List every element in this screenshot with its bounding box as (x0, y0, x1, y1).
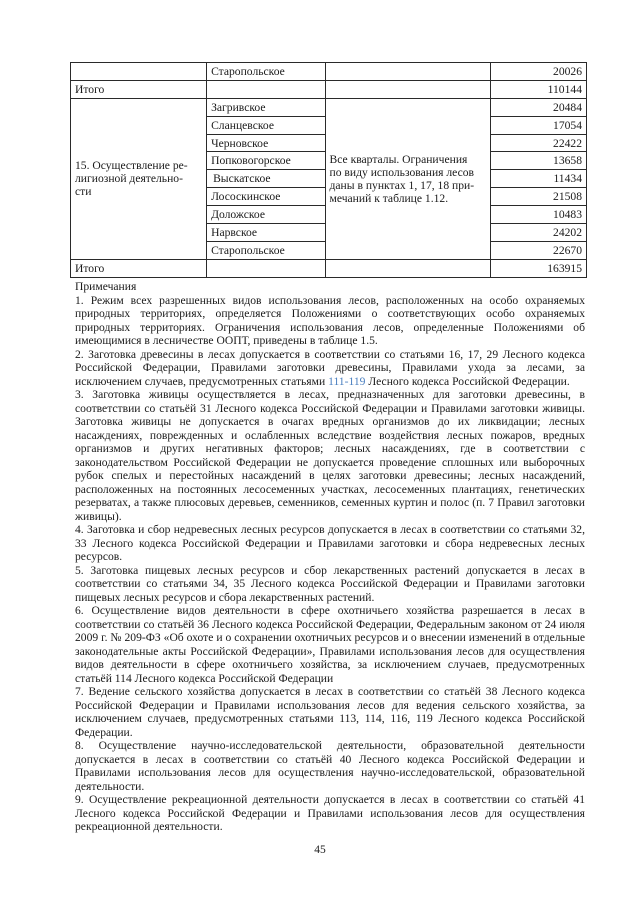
forestry-cell: Старопольское (207, 63, 325, 81)
total-label-cell: Итого (71, 80, 207, 98)
activity-line: лигиозной деятельно- (75, 172, 183, 186)
table-total-row (71, 80, 587, 98)
area-cell: 22422 (490, 134, 586, 152)
area-cell: 11434 (490, 170, 586, 188)
table-total-row (71, 259, 587, 277)
note-item-8: 8. Осуществление научно-исследовательской деятельности, образовательной деятельности допускается в лесах в соответствии со статьёй 40 Лесного кодекса Российской Федерации и Правилами использования лесов для осуществления научно-исследовательской, образовательной деятельности. (75, 739, 585, 793)
note-item-3: 3. Заготовка живицы осуществляется в лесах, предназначенных для заготовки древесины, в соответствии со статьёй 31 Лесного кодекса Российской Федерации и Правилами заготовки живицы. Заготовка живицы не допускается в очагах вредных организмов до их ликвидации; лесных насаждениях, поврежденных и ослабленных вследствие воздействия лесных пожаров, вредных организмов и других негативных факторов; лесных насаждениях, где в соответствии с законодательством Российской Федерации не допускается проведение сплошных или выборочных рубок спелых и перестойных насаждений в целях заготовки древесины; лесных насаждений, расположенных на постоянных лесосеменных участках, лесосеменных плантациях, генетических резерватах, а также плюсовых деревьев, семенников, семенных куртин и полос (п. 7 Правил заготовки живицы). (75, 388, 585, 523)
forestry-cell: Нарвское (207, 224, 325, 242)
activity-cell-religious (71, 98, 207, 259)
forestry-cell: Доложское (207, 206, 325, 224)
area-cell: 20484 (490, 98, 586, 116)
forestry-cell: Загривское (207, 98, 325, 116)
table-row (71, 98, 587, 116)
total-area-cell: 163915 (490, 259, 586, 277)
articles-link[interactable]: 111-119 (328, 374, 366, 388)
condition-line: Все кварталы. Ограничения (329, 152, 468, 166)
forestry-cell: Лососкинское (207, 188, 325, 206)
area-cell: 13658 (490, 152, 586, 170)
condition-line: по виду использования лесов (329, 165, 475, 179)
condition-cell (325, 80, 490, 98)
condition-cell-religious (325, 98, 490, 259)
table-row (71, 63, 587, 81)
activity-line: сти (75, 185, 92, 199)
activity-line: 15. Осуществление ре- (75, 159, 188, 173)
condition-cell (325, 63, 490, 81)
note-text: 2. Заготовка древесины в лесах допускается в соответствии со статьями 16, 17, 29 Лесного кодекса Российской Федерации, Правилами заготовки древесины, Правилами ухода за лесами, за исключением случаев, предусмотренных статьями (75, 347, 585, 388)
condition-line: даны в пунктах 1, 17, 18 при- (329, 178, 475, 192)
forestry-cell (207, 259, 325, 277)
note-item-4: 4. Заготовка и сбор недревесных лесных ресурсов допускается в лесах в соответствии со статьями 32, 33 Лесного кодекса Российской Федерации и Правилами заготовки и сбора недревесных лесных ресурсов. (75, 523, 585, 563)
total-area-cell: 110144 (490, 80, 586, 98)
activity-cell (71, 63, 207, 81)
forestry-cell (207, 80, 325, 98)
forest-use-table (70, 62, 587, 278)
page-number: 45 (314, 844, 326, 856)
forestry-cell: Старопольское (207, 241, 325, 259)
forestry-cell: Выскатское (207, 170, 325, 188)
forestry-cell: Черновское (207, 134, 325, 152)
condition-cell (325, 259, 490, 277)
forestry-cell: Попковогорское (207, 152, 325, 170)
area-cell: 24202 (490, 224, 586, 242)
area-cell: 21508 (490, 188, 586, 206)
note-item-9: 9. Осуществление рекреационной деятельности допускается в лесах в соответствии со статьёй 41 Лесного кодекса Российской Федерации и Правилами использования лесов для осуществления рекреационной деятельности. (75, 793, 585, 833)
note-item-1: 1. Режим всех разрешенных видов использования лесов, расположенных на особо охраняемых природных территориях, определяется Положениями о соответствующих особо охраняемых природных территориях. Ограничения использования лесов, определенные Положениями об имеющимися в лесничестве ООПТ, приведены в таблице 1.5. (75, 293, 585, 347)
condition-line: мечаний к таблице 1.12. (329, 191, 449, 205)
total-label-cell: Итого (71, 259, 207, 277)
note-item-2 (75, 348, 585, 389)
note-item-7: 7. Ведение сельского хозяйства допускается в лесах в соответствии со статьёй 38 Лесного кодекса Российской Федерации и Правилами использования лесов для ведения сельского хозяйства, за исключением случаев, предусмотренных статьями 113, 114, 116, 119 Лесного кодекса Российской Федерации. (75, 685, 585, 739)
notes-section (75, 280, 585, 834)
area-cell: 10483 (490, 206, 586, 224)
forestry-cell: Сланцевское (207, 116, 325, 134)
area-cell: 17054 (490, 116, 586, 134)
note-text: Лесного кодекса Российской Федерации. (365, 374, 570, 388)
note-item-5: 5. Заготовка пищевых лесных ресурсов и сбор лекарственных растений допускается в лесах в соответствии со статьями 34, 35 Лесного кодекса Российской Федерации и Правилами заготовки пищевых лесных ресурсов и сбора лекарственных растений. (75, 563, 585, 604)
area-cell: 20026 (490, 63, 586, 81)
notes-heading: Примечания (75, 280, 137, 293)
note-item-6: 6. Осуществление видов деятельности в сфере охотничьего хозяйства разрешается в лесах в соответствии со статьёй 36 Лесного кодекса Российской Федерации, Федеральным законом от 24 июля 2009 г. № 209-ФЗ «Об охоте и о сохранении охотничьих ресурсов и о внесении изменений в отдельные законодательные акты Российской Федерации», Правилами использования лесов для осуществления видов деятельности в сфере охотничьего хозяйства, за исключением случаев, предусмотренных статьёй 114 Лесного кодекса Российской Федерации (75, 604, 585, 685)
area-cell: 22670 (490, 241, 586, 259)
